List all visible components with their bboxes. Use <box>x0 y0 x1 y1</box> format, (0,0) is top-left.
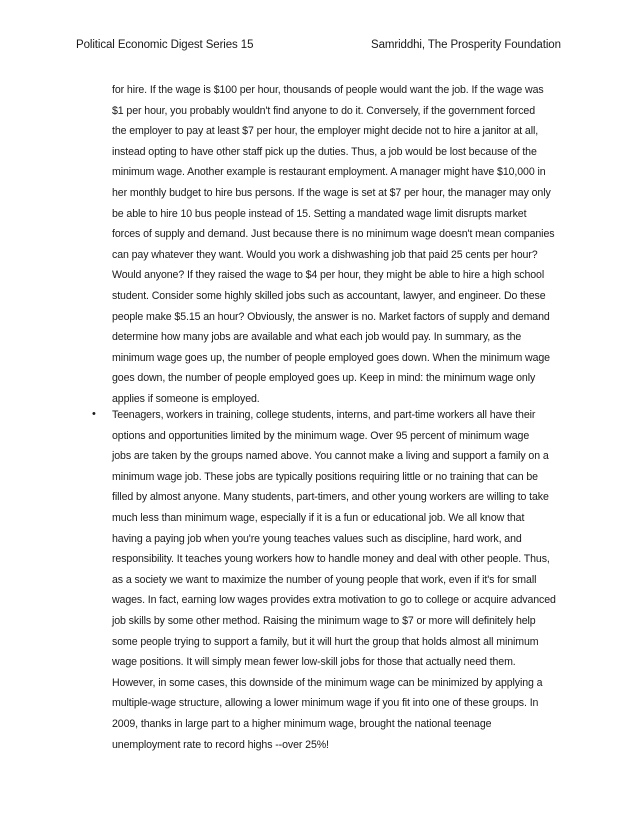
text-line: jobs are taken by the groups named above. You cannot make a living and support a family on a <box>112 450 549 463</box>
text-line: minimum wage. Another example is restaurant employment. A manager might have $10,000 in <box>112 166 546 179</box>
text-line: responsibility. It teaches young workers how to handle money and deal with other people. Thus, <box>112 553 550 566</box>
body-paragraph-1 <box>112 80 572 410</box>
text-line: instead opting to have other staff pick up the duties. Thus, a job would be lost because of the <box>112 145 537 158</box>
text-line: can pay whatever they want. Would you work a dishwashing job that paid 25 cents per hour? <box>112 248 538 261</box>
text-line: some people trying to support a family, but it will hurt the group that holds almost all minimum <box>112 635 539 648</box>
text-line: minimum wage job. These jobs are typically positions requiring little or no training that can be <box>112 470 538 483</box>
text-line: job skills by some other method. Raising the minimum wage to $7 or more will definitely help <box>112 614 536 627</box>
text-line: applies if someone is employed. <box>112 392 260 405</box>
text-line: unemployment rate to record highs --over 25%! <box>112 738 329 751</box>
text-line: However, in some cases, this downside of the minimum wage can be minimized by applying a <box>112 676 543 689</box>
text-line: student. Consider some highly skilled jobs such as accountant, lawyer, and engineer. Do these <box>112 289 546 302</box>
text-line: options and opportunities limited by the minimum wage. Over 95 percent of minimum wage <box>112 429 530 442</box>
text-line: people make $5.15 an hour? Obviously, the answer is no. Market factors of supply and demand <box>112 310 550 323</box>
text-line: minimum wage goes up, the number of people employed goes down. When the minimum wage <box>112 351 550 364</box>
text-line: $1 per hour, you probably wouldn't find anyone to do it. Conversely, if the government forced <box>112 104 536 117</box>
running-header-left: Political Economic Digest Series 15 <box>76 39 254 51</box>
text-line: determine how many jobs are available and what each job would pay. In summary, as the <box>112 331 522 344</box>
text-line: be able to hire 10 bus people instead of 15. Setting a mandated wage limit disrupts market <box>112 207 527 220</box>
text-line: Would anyone? If they raised the wage to $4 per hour, they might be able to hire a high school <box>112 269 545 282</box>
text-line: the employer to pay at least $7 per hour, the employer might decide not to hire a janitor at all, <box>112 125 539 138</box>
text-line: multiple-wage structure, allowing a lower minimum wage if you fit into one of these groups. In <box>112 697 539 710</box>
text-line: having a paying job when you're young teaches values such as discipline, hard work, and <box>112 532 522 545</box>
text-line: wages. In fact, earning low wages provides extra motivation to go to college or acquire advanced <box>112 594 556 607</box>
text-line: wage positions. It will simply mean fewer low-skill jobs for those that actually need them. <box>112 656 516 669</box>
text-line: 2009, thanks in large part to a higher minimum wage, brought the national teenage <box>112 717 492 730</box>
bullet-point: • <box>92 408 96 420</box>
text-line: for hire. If the wage is $100 per hour, thousands of people would want the job. If the wage was <box>112 84 544 96</box>
text-line: Teenagers, workers in training, college students, interns, and part-time workers all have their <box>112 409 536 421</box>
text-line: forces of supply and demand. Just because there is no minimum wage doesn't mean companies <box>112 228 555 241</box>
text-line: goes down, the number of people employed goes up. Keep in mind: the minimum wage only <box>112 372 536 385</box>
text-line: as a society we want to maximize the number of young people that work, even if it's for small <box>112 573 537 586</box>
text-line: her monthly budget to hire bus persons. If the wage is set at $7 per hour, the manager may only <box>112 186 551 199</box>
text-line: filled by almost anyone. Many students, part-timers, and other young workers are willing to take <box>112 491 549 504</box>
running-header-right: Samriddhi, The Prosperity Foundation <box>371 39 561 51</box>
body-paragraph-2 <box>112 405 572 755</box>
text-line: much less than minimum wage, especially if it is a fun or educational job. We all know that <box>112 511 525 524</box>
